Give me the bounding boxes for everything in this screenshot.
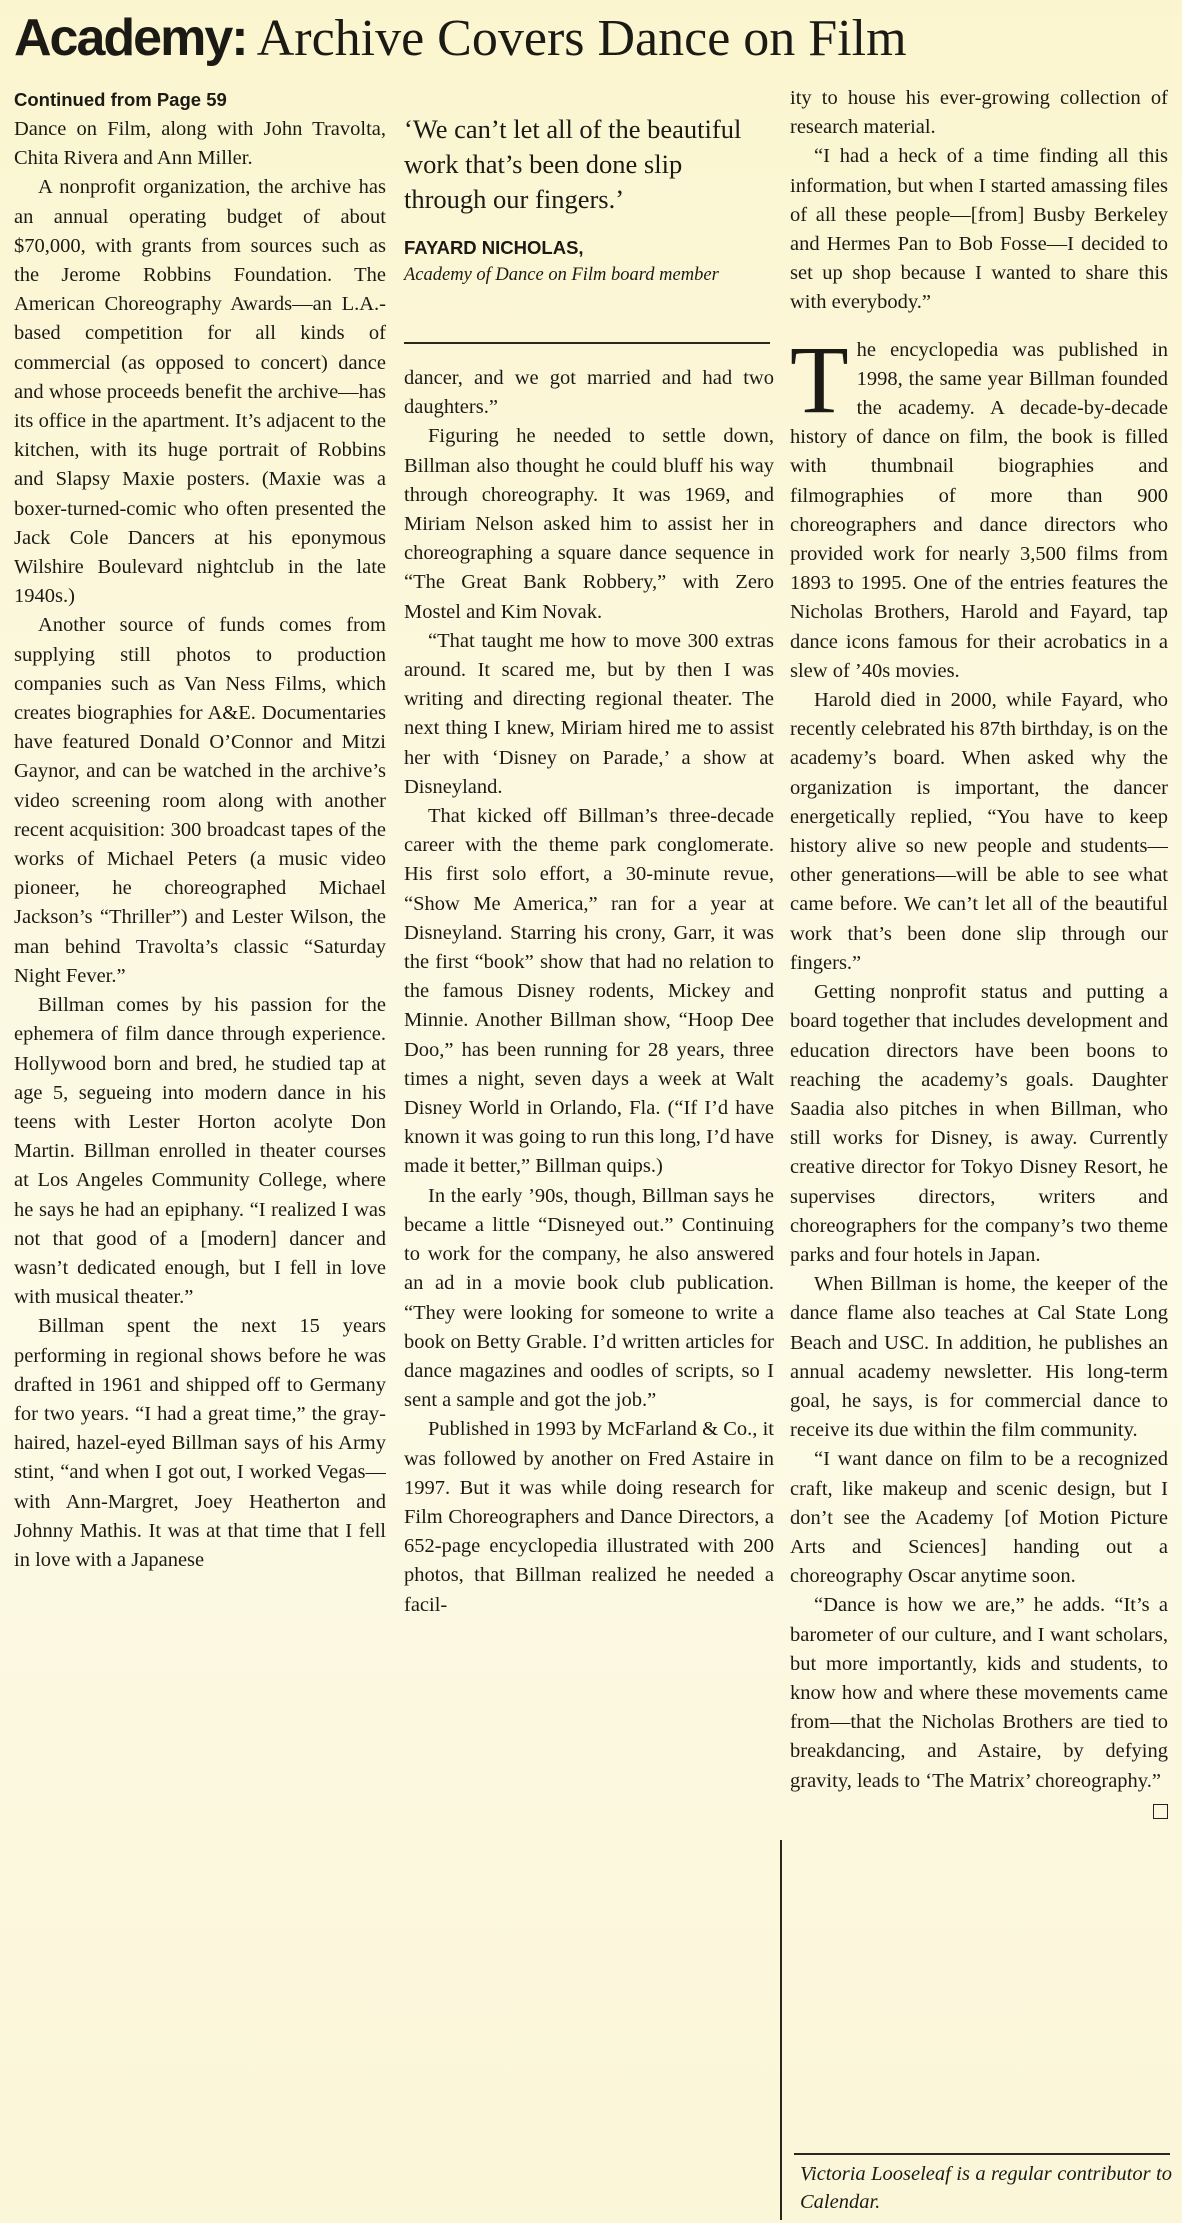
vertical-rule xyxy=(780,1840,782,2220)
pull-quote-role: Academy of Dance on Film board member xyxy=(404,265,719,285)
credit-rule xyxy=(794,2153,1170,2155)
paragraph: Getting nonprofit status and putting a board together that includes development and education directors have been boons to reaching the academy’s goals. Daughter Saadia also pitches in when Billman, who still works for Disney, is away. Currently creative director for Tokyo Disney Resort, he supervises directors, writers and choreographers for the company’s two theme parks and four hotels in Japan. xyxy=(790,981,1168,1266)
continued-label: Continued from Page 59 xyxy=(14,89,227,110)
paragraph: dancer, and we got married and had two daughters.” xyxy=(404,367,774,419)
paragraph-text: “Dance is how we are,” he adds. “It’s a barometer of our culture, and I want scholars, but more importantly, kids and students, to know how and where these movements came from—that the Nicholas Brothers are tied to breakdancing, and Astaire, by defying gravity, leads to ‘The Matrix’ choreography.” xyxy=(790,1594,1168,1792)
author-credit: Victoria Looseleaf is a regular contributor to Calendar. xyxy=(800,2163,1172,2213)
paragraph: “That taught me how to move 300 extras around. It scared me, but by then I was writing and directing regional theater. The next thing I knew, Miriam hired me to assist her with ‘Disney on Parade,’ a show at Disneyland. xyxy=(404,629,774,798)
paragraph: When Billman is home, the keeper of the dance flame also teaches at Cal State Long Beach and USC. In addition, he publishes an annual academy newsletter. His long-term goal, he says, is for commercial dance to receive its due within the film community. xyxy=(790,1273,1168,1442)
pull-quote-text: ‘We can’t let all of the beautiful work that’s been done slip through our fingers.’ xyxy=(404,114,742,214)
paragraph: Dance on Film, along with John Travolta, Chita Rivera and Ann Miller. xyxy=(14,118,386,170)
headline xyxy=(14,2,1174,74)
paragraph: Another source of funds comes from supplying still photos to production companies such as Van Ness Films, which creates biographies for A&E. Documentaries have featured Donald O’Connor and Mitzi Gaynor, and can be watched in the archive’s video screening room along with another recent acquisition: 300 broadcast tapes of the works of Michael Peters (a music video pioneer, he choreographed Michael Jackson’s “Thriller”) and Lester Wilson, the man behind Travolta’s classic “Saturday Night Fever.” xyxy=(14,614,386,987)
paragraph: In the early ’90s, though, Billman says he became a little “Disneyed out.” Continuing to work for the company, he also answered an ad in a movie book club publication. “They were looking for someone to write a book on Betty Grable. I’d written articles for dance magazines and oodles of scripts, so I sent a sample and got the job.” xyxy=(404,1184,774,1412)
paragraph: “I want dance on film to be a recognized craft, like makeup and scenic design, but I don’t see the Academy [of Motion Picture Arts and Sciences] handing out a choreography Oscar anytime soon. xyxy=(790,1448,1168,1588)
paragraph: Figuring he needed to settle down, Billman also thought he could bluff his way through choreography. It was 1969, and Miriam Nelson asked him to assist her in choreographing a square dance sequence in “The Great Bank Robbery,” with Zero Mostel and Kim Novak. xyxy=(404,425,774,623)
paragraph: ity to house his ever-growing collection of research material. xyxy=(790,87,1168,139)
dropcap-paragraph-text: he encyclopedia was published in 1998, the same year Billman founded the academy. A decade-by-decade history of dance on film, the book is filled with thumbnail biographies and filmographies of more than 900 choreographers and dance directors who provided work for nearly 3,500 films from 1893 to 1995. One of the entries features the Nicholas Brothers, Harold and Fayard, tap dance icons famous for their acrobatics in a slew of ’40s movies. xyxy=(790,338,1168,682)
pull-quote-speaker: FAYARD NICHOLAS, xyxy=(404,237,584,258)
column-3 xyxy=(790,84,1168,2184)
paragraph: That kicked off Billman’s three-decade career with the theme park conglomerate. His first solo effort, a 30-minute revue, “Show Me America,” ran for a year at Disneyland. Starring his crony, Garr, it was the first “book” show that had no relation to the famous Disney rodents, Mickey and Minnie. Another Billman show, “Hoop Dee Doo,” has been running for 28 years, three times a night, seven days a week at Walt Disney World in Orlando, Fla. (“If I’d have known it was going to run this long, I’d have made it better,” Billman quips.) xyxy=(404,805,774,1178)
dropcap-letter: T xyxy=(790,325,849,433)
paragraph: “I had a heck of a time finding all this information, but when I started amassing files of all these people—[from] Busby Berkeley and Hermes Pan to Bob Fosse—I decided to set up shop because I wanted to share this with everybody.” xyxy=(790,145,1168,314)
dropcap-paragraph xyxy=(790,325,1168,686)
headline-kicker: Academy: xyxy=(14,9,247,67)
paragraph: Harold died in 2000, while Fayard, who recently celebrated his 87th birthday, is on the academy’s board. When asked why the organization is important, the dancer energetically replied, “You have to keep history alive so new people and students—other generations—will be able to see what came before. We can’t let all of the beautiful work that’s been done slip through our fingers.” xyxy=(790,689,1168,974)
paragraph xyxy=(790,1591,1168,1795)
headline-title: Archive Covers Dance on Film xyxy=(256,10,907,67)
pull-quote xyxy=(404,112,770,350)
pull-quote-rule xyxy=(404,342,770,344)
paragraph: Billman comes by his passion for the ephemera of film dance through experience. Hollywood born and bred, he studied tap at age 5, segueing into modern dance in his teens with Lester Horton acolyte Don Martin. Billman enrolled in theater courses at Los Angeles Community College, where he says he had an epiphany. “I realized I was not that good of a [modern] dancer and wasn’t dedicated enough, but I fell in love with musical theater.” xyxy=(14,994,386,1309)
paragraph: Billman spent the next 15 years performing in regional shows before he was drafted in 1961 and shipped off to Germany for two years. “I had a great time,” the gray-haired, hazel-eyed Billman says of his Army stint, “and when I got out, I worked Vegas—with Ann-Margret, Joey Heatherton and Johnny Mathis. It was at that time that I fell in love with a Japanese xyxy=(14,1315,386,1571)
end-mark-icon xyxy=(1153,1804,1168,1819)
paragraph: A nonprofit organization, the archive has an annual operating budget of about $70,000, with grants from sources such as the Jerome Robbins Foundation. The American Choreography Awards—an L.A.-based competition for all kinds of commercial (as opposed to concert) dance and whose proceeds benefit the archive—has its office in the apartment. It’s adjacent to the kitchen, with its huge portrait of Robbins and Slapsy Maxie posters. (Maxie was a boxer-turned-comic who often presented the Jack Cole Dancers at his eponymous Wilshire Boulevard nightclub in the late 1940s.) xyxy=(14,176,386,608)
column-2 xyxy=(404,364,774,1826)
paragraph: Published in 1993 by McFarland & Co., it was followed by another on Fred Astaire in 1997. But it was while doing research for Film Choreographers and Dance Directors, a 652-page encyclopedia illustrated with 200 photos, that Billman realized he needed a facil- xyxy=(404,1418,774,1616)
column-1 xyxy=(14,86,386,1826)
